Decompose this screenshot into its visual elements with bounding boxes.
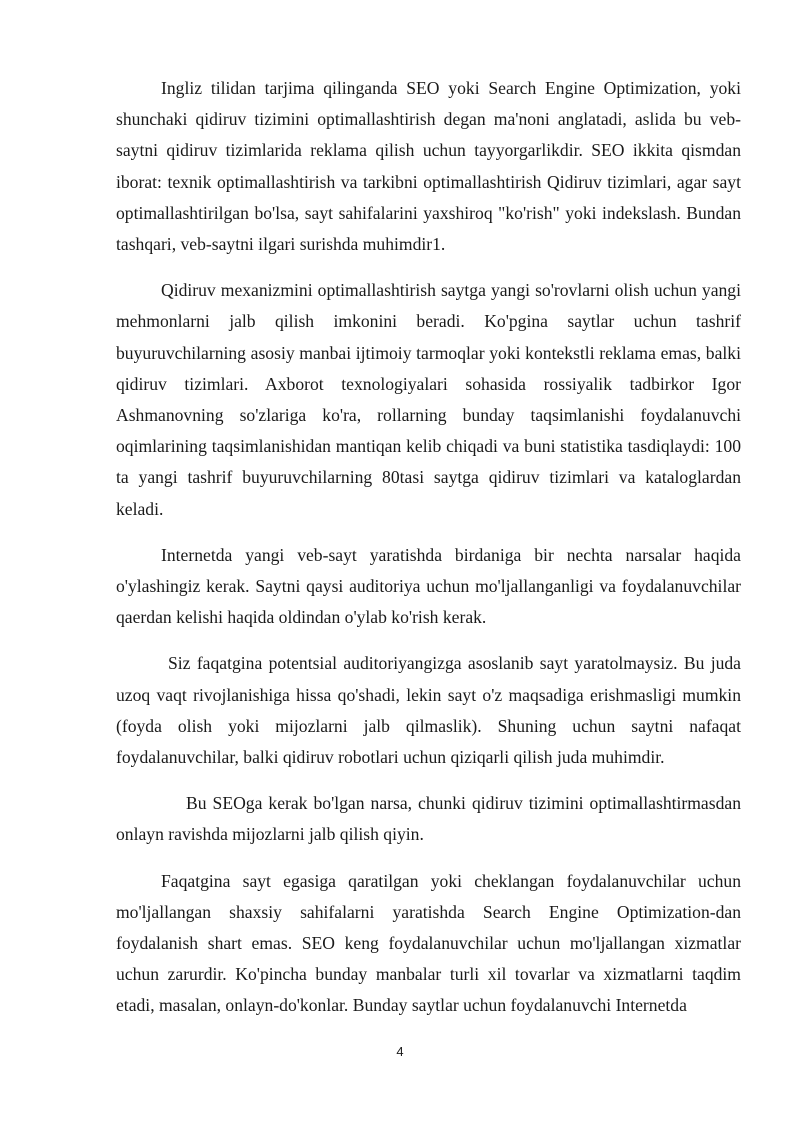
paragraph-seo-definition: Ingliz tilidan tarjima qilinganda SEO yoki Search Engine Optimization, yoki shunchaki qidiruv tizimini optimallashtirish degan ma'noni anglatadi, aslida bu veb-saytni qidiruv tizimlarida reklama qilish uchun tayyorgarlikdir. SEO ikkita qismdan iborat: texnik optimallashtirish va tarkibni optimallashtirish Qidiruv tizimlari, agar sayt optimallashtirilgan bo'lsa, sayt sahifalarini yaxshiroq "ko'rish" yoki indekslash. Bundan tashqari, veb-saytni ilgari surishda muhimdir1. — [116, 78, 741, 255]
paragraph-personal-pages: Faqatgina sayt egasiga qaratilgan yoki cheklangan foydalanuvchilar uchun mo'ljallangan shaxsiy sahifalarni yaratishda Search Engine Optimization-dan foydalanish shart emas. SEO keng foydalanuvchilar uchun mo'ljallangan xizmatlar uchun zarurdir. Ko'pincha bunday manbalar turli xil tovarlar va xizmatlarni taqdim etadi, masalan, onlayn-do'konlar. Bunday saytlar uchun foydalanuvchi Internetda — [116, 870, 741, 1016]
paragraph-new-website: Internetda yangi veb-sayt yaratishda birdaniga bir nechta narsalar haqida o'ylashingiz kerak. Saytni qaysi auditoriya uchun mo'ljallanganligi va foydalanuvchilar qaerdan kelishi haqida oldindan o'ylab ko'rish kerak. — [116, 544, 741, 628]
paragraph-seo-need: Bu SEOga kerak bo'lgan narsa, chunki qidiruv tizimini optimallashtirmasdan onlayn ravishda mijozlarni jalb qilish qiyin. — [116, 793, 741, 845]
paragraph-search-optimization-benefits: Qidiruv mexanizmini optimallashtirish saytga yangi so'rovlarni olish uchun yangi mehmonlarni jalb qilish imkonini beradi. Ko'pgina saytlar uchun tashrif buyuruvchilarning asosiy manbai ijtimoiy tarmoqlar yoki kontekstli reklama emas, balki qidiruv tizimlari. Axborot texnologiyalari sohasida rossiyalik tadbirkor Igor Ashmanovning so'zlariga ko'ra, rollarning bunday taqsimlanishi foydalanuvchi oqimlarining taqsimlanishidan mantiqan kelib chiqadi va buni statistika tasdiqlaydi: 100 ta yangi tashrif buyuruvchilarning 80tasi saytga qidiruv tizimlari va kataloglardan keladi. — [116, 280, 741, 519]
body-text — [116, 73, 741, 1022]
paragraph-audience: Siz faqatgina potentsial auditoriyangizga asoslanib sayt yaratolmaysiz. Bu juda uzoq vaqt rivojlanishiga hissa qo'shadi, lekin sayt o'z maqsadiga erishmasligi mumkin (foyda olish yoki mijozlarni jalb qilmaslik). Shuning uchun saytni nafaqat foydalanuvchilar, balki qidiruv robotlari uchun qiziqarli qilish juda muhimdir. — [116, 653, 741, 768]
page-number: 4 — [396, 1044, 404, 1059]
